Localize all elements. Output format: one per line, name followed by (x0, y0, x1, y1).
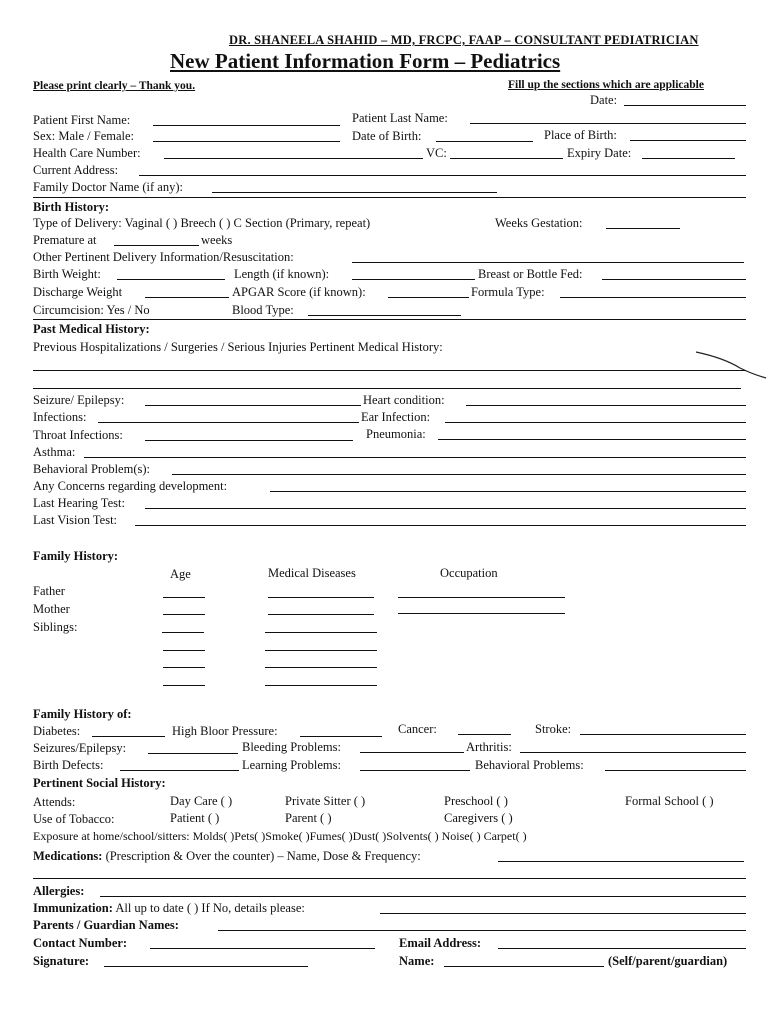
name-field[interactable] (444, 966, 604, 967)
pob-label: Place of Birth: (544, 128, 617, 142)
ear-label: Ear Infection: (361, 410, 431, 424)
mother-age-field[interactable] (163, 614, 205, 615)
formula-field[interactable] (560, 297, 746, 298)
stroke-field[interactable] (580, 734, 746, 735)
daycare-checkbox[interactable]: Day Care ( ) (170, 794, 233, 808)
hcn-field[interactable] (164, 158, 423, 159)
behavioral-problems-field[interactable] (605, 770, 746, 771)
birth-weight-label: Birth Weight: (33, 267, 101, 281)
col-age: Age (170, 567, 191, 581)
vc-field[interactable] (450, 158, 563, 159)
father-occupation-field[interactable] (398, 597, 565, 598)
medications-note: (Prescription & Over the counter) – Name, Dose & Frequency: (105, 849, 421, 863)
birth-weight-field[interactable] (117, 279, 225, 280)
formula-label: Formula Type: (471, 285, 545, 299)
sibling-age-field[interactable] (163, 650, 205, 651)
apgar-field[interactable] (388, 297, 469, 298)
name-label: Name: (399, 954, 435, 968)
self-parent-guardian-note: (Self/parent/guardian) (608, 954, 728, 968)
pob-field[interactable] (630, 140, 746, 141)
medications-line-2[interactable] (33, 878, 746, 879)
form-title: New Patient Information Form – Pediatrics (170, 49, 561, 73)
contact-label: Contact Number: (33, 936, 128, 950)
siblings-label: Siblings: (33, 620, 78, 634)
sibling-diseases-field[interactable] (265, 685, 377, 686)
cancer-label: Cancer: (398, 722, 437, 736)
development-field[interactable] (270, 491, 746, 492)
vision-label: Last Vision Test: (33, 513, 118, 527)
weeks-label: weeks (201, 233, 233, 247)
sibling-diseases-field[interactable] (265, 650, 377, 651)
sex-field[interactable] (153, 141, 340, 142)
tobacco-parent-checkbox[interactable]: Parent ( ) (285, 811, 332, 825)
immunization-heading: Immunization: (33, 901, 113, 915)
exposure-checkboxes[interactable]: Exposure at home/school/sitters: Molds( )Pets( )Smoke( )Fumes( )Dust( )Solvents( ) Noise( ) Carpet( ) (33, 829, 527, 843)
family-doctor-label: Family Doctor Name (if any): (33, 180, 183, 194)
first-name-label: Patient First Name: (33, 113, 131, 127)
bleeding-label: Bleeding Problems: (242, 740, 341, 754)
diabetes-field[interactable] (92, 736, 165, 737)
hearing-field[interactable] (145, 508, 746, 509)
sibling-age-field[interactable] (163, 685, 205, 686)
arthritis-label: Arthritis: (466, 740, 512, 754)
family-history-heading: Family History: (33, 549, 119, 563)
allergies-label: Allergies: (33, 884, 85, 898)
fill-note: Fill up the sections which are applicable (508, 79, 704, 91)
length-field[interactable] (352, 279, 475, 280)
tobacco-label: Use of Tobacco: (33, 812, 115, 826)
sibling-age-field[interactable] (163, 667, 205, 668)
tobacco-caregivers-checkbox[interactable]: Caregivers ( ) (444, 811, 513, 825)
previous-history-line-2[interactable] (33, 388, 741, 389)
stroke-label: Stroke: (535, 722, 572, 736)
birth-history-heading: Birth History: (33, 200, 110, 214)
other-delivery-label: Other Pertinent Delivery Information/Resuscitation: (33, 250, 294, 264)
asthma-field[interactable] (84, 457, 746, 458)
last-name-label: Patient Last Name: (352, 111, 448, 125)
infections-label: Infections: (33, 410, 87, 424)
email-label: Email Address: (399, 936, 482, 950)
dob-label: Date of Birth: (352, 129, 422, 143)
guardians-label: Parents / Guardian Names: (33, 918, 179, 932)
premature-field[interactable] (114, 245, 199, 246)
sibling-age-field[interactable] (162, 632, 204, 633)
delivery-label: Type of Delivery: Vaginal ( ) Breech ( ) C Section (Primary, repeat) (33, 216, 371, 230)
ear-field[interactable] (445, 422, 746, 423)
heart-label: Heart condition: (363, 393, 445, 407)
immunization-label (33, 901, 305, 915)
blood-type-field[interactable] (308, 315, 461, 316)
pneumonia-label: Pneumonia: (366, 427, 426, 441)
col-occupation: Occupation (440, 566, 498, 580)
medications-heading: Medications: (33, 849, 103, 863)
address-field[interactable] (139, 175, 746, 176)
address-label: Current Address: (33, 163, 119, 177)
bp-label: High Bloor Pressure: (172, 724, 278, 738)
father-label: Father (33, 584, 65, 598)
expiry-label: Expiry Date: (567, 146, 632, 160)
expiry-field[interactable] (642, 158, 735, 159)
medical-history-heading: Past Medical History: (33, 322, 150, 336)
last-name-field[interactable] (470, 123, 746, 124)
father-diseases-field[interactable] (268, 597, 374, 598)
email-field[interactable] (498, 948, 746, 949)
pen-mark-icon (694, 348, 768, 382)
social-history-heading: Pertinent Social History: (33, 776, 166, 790)
col-medical-diseases: Medical Diseases (268, 566, 356, 580)
pneumonia-field[interactable] (438, 439, 746, 440)
premature-label: Premature at (33, 233, 97, 247)
discharge-weight-field[interactable] (145, 297, 229, 298)
learning-label: Learning Problems: (242, 758, 341, 772)
seizures-field[interactable] (148, 753, 238, 754)
immunization-field[interactable] (380, 913, 746, 914)
allergies-field[interactable] (100, 896, 746, 897)
doctor-header: DR. SHANEELA SHAHID – MD, FRCPC, FAAP – CONSULTANT PEDIATRICIAN (229, 33, 699, 47)
feeding-label: Breast or Bottle Fed: (478, 267, 583, 281)
learning-field[interactable] (360, 770, 470, 771)
weeks-gestation-label: Weeks Gestation: (495, 216, 583, 230)
throat-field[interactable] (145, 440, 353, 441)
first-name-field[interactable] (153, 125, 340, 126)
feeding-field[interactable] (602, 279, 746, 280)
attends-label: Attends: (33, 795, 76, 809)
mother-label: Mother (33, 602, 70, 616)
behavioral-problems-label: Behavioral Problems: (475, 758, 584, 772)
asthma-label: Asthma: (33, 445, 76, 459)
behavioral-label: Behavioral Problem(s): (33, 462, 150, 476)
sitter-checkbox[interactable]: Private Sitter ( ) (285, 794, 366, 808)
family-history-of-heading: Family History of: (33, 707, 132, 721)
heart-field[interactable] (466, 405, 746, 406)
cancer-field[interactable] (458, 734, 511, 735)
previous-history-line-1[interactable] (33, 370, 746, 371)
discharge-weight-label: Discharge Weight (33, 285, 123, 299)
mother-diseases-field[interactable] (268, 614, 374, 615)
other-delivery-field[interactable] (352, 262, 744, 263)
seizure-field[interactable] (145, 405, 361, 406)
vision-field[interactable] (135, 525, 746, 526)
family-doctor-field[interactable] (212, 192, 497, 193)
blood-type-label: Blood Type: (232, 303, 294, 317)
apgar-label: APGAR Score (if known): (232, 285, 366, 299)
guardians-field[interactable] (218, 930, 746, 931)
date-field[interactable] (624, 105, 746, 106)
arthritis-field[interactable] (520, 752, 746, 753)
circumcision-label: Circumcision: Yes / No (33, 303, 150, 317)
weeks-gestation-field[interactable] (606, 228, 680, 229)
bp-field[interactable] (300, 736, 382, 737)
sex-label: Sex: Male / Female: (33, 129, 135, 143)
medications-field[interactable] (498, 861, 744, 862)
infections-field[interactable] (98, 422, 359, 423)
date-label: Date: (590, 93, 618, 107)
mother-occupation-field[interactable] (398, 613, 565, 614)
print-note: Please print clearly – Thank you. (33, 80, 196, 92)
contact-field[interactable] (150, 948, 375, 949)
throat-label: Throat Infections: (33, 428, 123, 442)
preschool-checkbox[interactable]: Preschool ( ) (444, 794, 508, 808)
hcn-label: Health Care Number: (33, 146, 141, 160)
seizures-label: Seizures/Epilepsy: (33, 741, 127, 755)
seizure-label: Seizure/ Epilepsy: (33, 393, 125, 407)
immunization-note: All up to date ( ) If No, details please: (115, 901, 305, 915)
development-label: Any Concerns regarding development: (33, 479, 228, 493)
father-age-field[interactable] (163, 597, 205, 598)
vc-label: VC: (426, 146, 447, 160)
sibling-diseases-field[interactable] (265, 632, 377, 633)
defects-field[interactable] (120, 770, 239, 771)
dob-field[interactable] (436, 141, 533, 142)
behavioral-field[interactable] (172, 474, 746, 475)
formal-school-checkbox[interactable]: Formal School ( ) (625, 794, 714, 808)
defects-label: Birth Defects: (33, 758, 104, 772)
sibling-diseases-field[interactable] (265, 667, 377, 668)
medications-label (33, 849, 421, 863)
diabetes-label: Diabetes: (33, 724, 81, 738)
length-label: Length (if known): (234, 267, 330, 281)
bleeding-field[interactable] (360, 752, 464, 753)
section-divider (33, 197, 746, 198)
tobacco-patient-checkbox[interactable]: Patient ( ) (170, 811, 220, 825)
hearing-label: Last Hearing Test: (33, 496, 125, 510)
previous-history-label: Previous Hospitalizations / Surgeries / Serious Injuries Pertinent Medical History: (33, 340, 443, 354)
section-divider (33, 319, 746, 320)
signature-label: Signature: (33, 954, 90, 968)
signature-field[interactable] (104, 966, 308, 967)
